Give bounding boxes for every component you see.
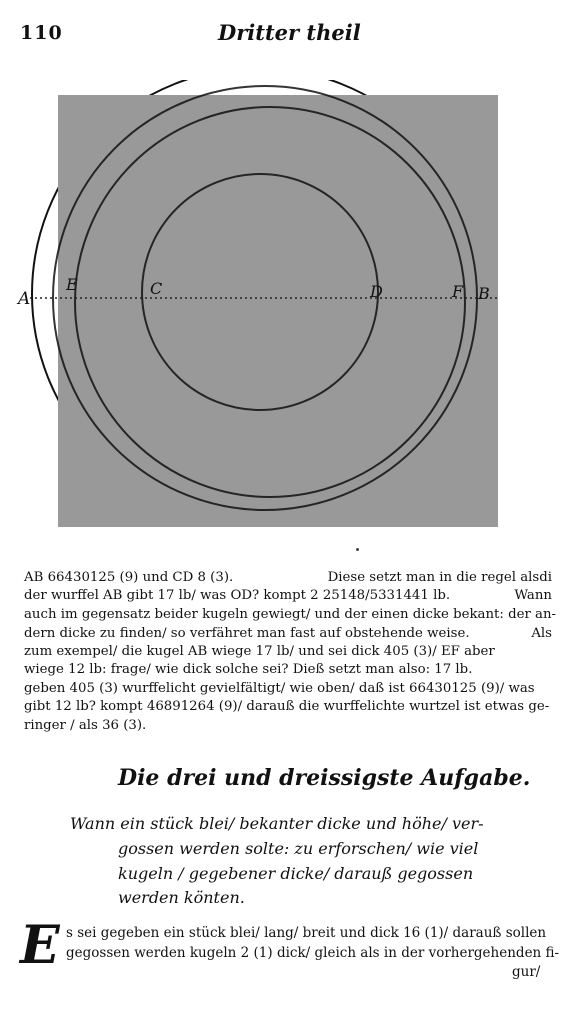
label-c: C — [150, 279, 163, 298]
question-line-1: Wann ein stück blei/ bekanter dicke und höhe/ ver- — [70, 814, 484, 833]
body-text: Wann — [514, 588, 552, 603]
body-line-2 — [24, 587, 552, 605]
label-e: E — [66, 275, 78, 294]
question-line-2: gossen werden solte: zu erforschen/ wie viel — [118, 839, 479, 858]
concentric-circles-figure — [0, 80, 574, 540]
question-line-4: werden könten. — [118, 888, 245, 907]
figure-overlay — [58, 95, 498, 527]
ink-speck — [356, 548, 359, 551]
paragraph-line-2: gegossen werden kugeln 2 (1) dick/ gleich als in der vorhergehenden fi- — [66, 945, 560, 961]
body-text: der wurffel AB gibt 17 lb/ was OD? kompt 2 25148/5331441 lb. — [24, 588, 451, 603]
body-line-7 — [24, 680, 552, 698]
body-line-6 — [24, 661, 552, 679]
body-text: Diese setzt man in die regel alsdi — [327, 570, 552, 585]
body-line-5 — [24, 643, 552, 661]
body-line-3 — [24, 606, 557, 624]
section-title: Die drei und dreissigste Aufgabe. — [118, 765, 531, 791]
label-d: D — [370, 282, 383, 301]
body-line-1 — [24, 569, 552, 587]
body-text: ringer / als 36 (3). — [24, 718, 147, 733]
label-a: A — [18, 289, 31, 309]
body-text: zum exempel/ die kugel AB wiege 17 lb/ und sei dick 405 (3)/ EF aber — [24, 644, 495, 659]
running-head: Dritter theil — [218, 20, 361, 45]
paragraph-line-3: gur/ — [512, 964, 541, 980]
body-text: auch im gegensatz beider kugeln gewiegt/ und der einen dicke bekant: der an- — [24, 607, 557, 622]
body-text: gibt 12 lb? kompt 46891264 (9)/ darauß die wurffelichte wurtzel ist etwas ge- — [24, 699, 550, 714]
drop-cap: E — [20, 915, 60, 976]
body-text: wiege 12 lb: frage/ wie dick solche sei? Dieß setzt man also: 17 lb. — [24, 662, 473, 677]
body-text: dern dicke zu finden/ so verfähret man fast auf obstehende weise. — [24, 626, 470, 641]
body-line-9 — [24, 717, 552, 735]
body-line-4 — [24, 625, 552, 643]
label-f: F — [452, 282, 464, 301]
body-line-8 — [24, 698, 552, 716]
paragraph-line-1: s sei gegeben ein stück blei/ lang/ breit und dick 16 (1)/ darauß sollen — [66, 925, 547, 941]
question-line-3: kugeln / gegebener dicke/ darauß gegossen — [118, 864, 474, 883]
page-number: 110 — [20, 22, 63, 44]
body-text: geben 405 (3) wurffelicht gevielfältigt/ wie oben/ daß ist 66430125 (9)/ was — [24, 681, 535, 696]
label-b: B — [478, 284, 490, 303]
body-text: AB 66430125 (9) und CD 8 (3). — [24, 570, 234, 585]
body-text: Als — [531, 626, 552, 641]
